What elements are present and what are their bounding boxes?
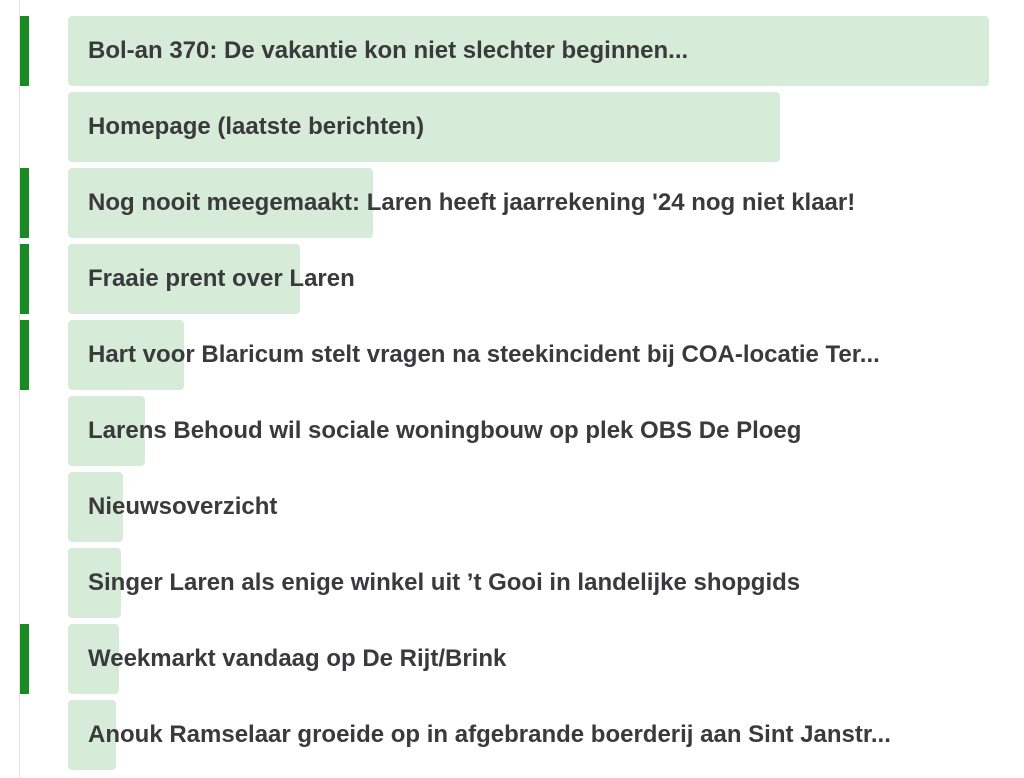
page-title-link[interactable]: Anouk Ramselaar groeide op in afgebrande boerderij aan Sint Janstr... [88, 721, 891, 748]
recent-marker [20, 16, 29, 86]
list-item [0, 244, 1024, 314]
page-title-link[interactable]: Weekmarkt vandaag op De Rijt/Brink [88, 645, 507, 672]
list-item [0, 320, 1024, 390]
page-title-link[interactable]: Singer Laren als enige winkel uit ’t Gooi in landelijke shopgids [88, 569, 801, 596]
list-item [0, 548, 1024, 618]
page-title-link[interactable]: Fraaie prent over Laren [88, 265, 355, 292]
recent-marker [20, 244, 29, 314]
list-item [0, 396, 1024, 466]
list-item [0, 16, 1024, 86]
page-title-link[interactable]: Bol-an 370: De vakantie kon niet slechter beginnen... [88, 37, 689, 64]
list-item [0, 700, 1024, 770]
recent-marker [20, 624, 29, 694]
page-title-link[interactable]: Nog nooit meegemaakt: Laren heeft jaarrekening '24 nog niet klaar! [88, 189, 856, 216]
recent-marker [20, 168, 29, 238]
list-item [0, 92, 1024, 162]
page-title-link[interactable]: Homepage (laatste berichten) [88, 113, 425, 140]
list-item [0, 168, 1024, 238]
top-pages-list [0, 16, 1024, 776]
page-title-link[interactable]: Hart voor Blaricum stelt vragen na steekincident bij COA-locatie Ter... [88, 341, 880, 368]
list-item [0, 472, 1024, 542]
list-item [0, 624, 1024, 694]
recent-marker [20, 320, 29, 390]
page-title-link[interactable]: Nieuwsoverzicht [88, 493, 278, 520]
page-title-link[interactable]: Larens Behoud wil sociale woningbouw op plek OBS De Ploeg [88, 417, 802, 444]
